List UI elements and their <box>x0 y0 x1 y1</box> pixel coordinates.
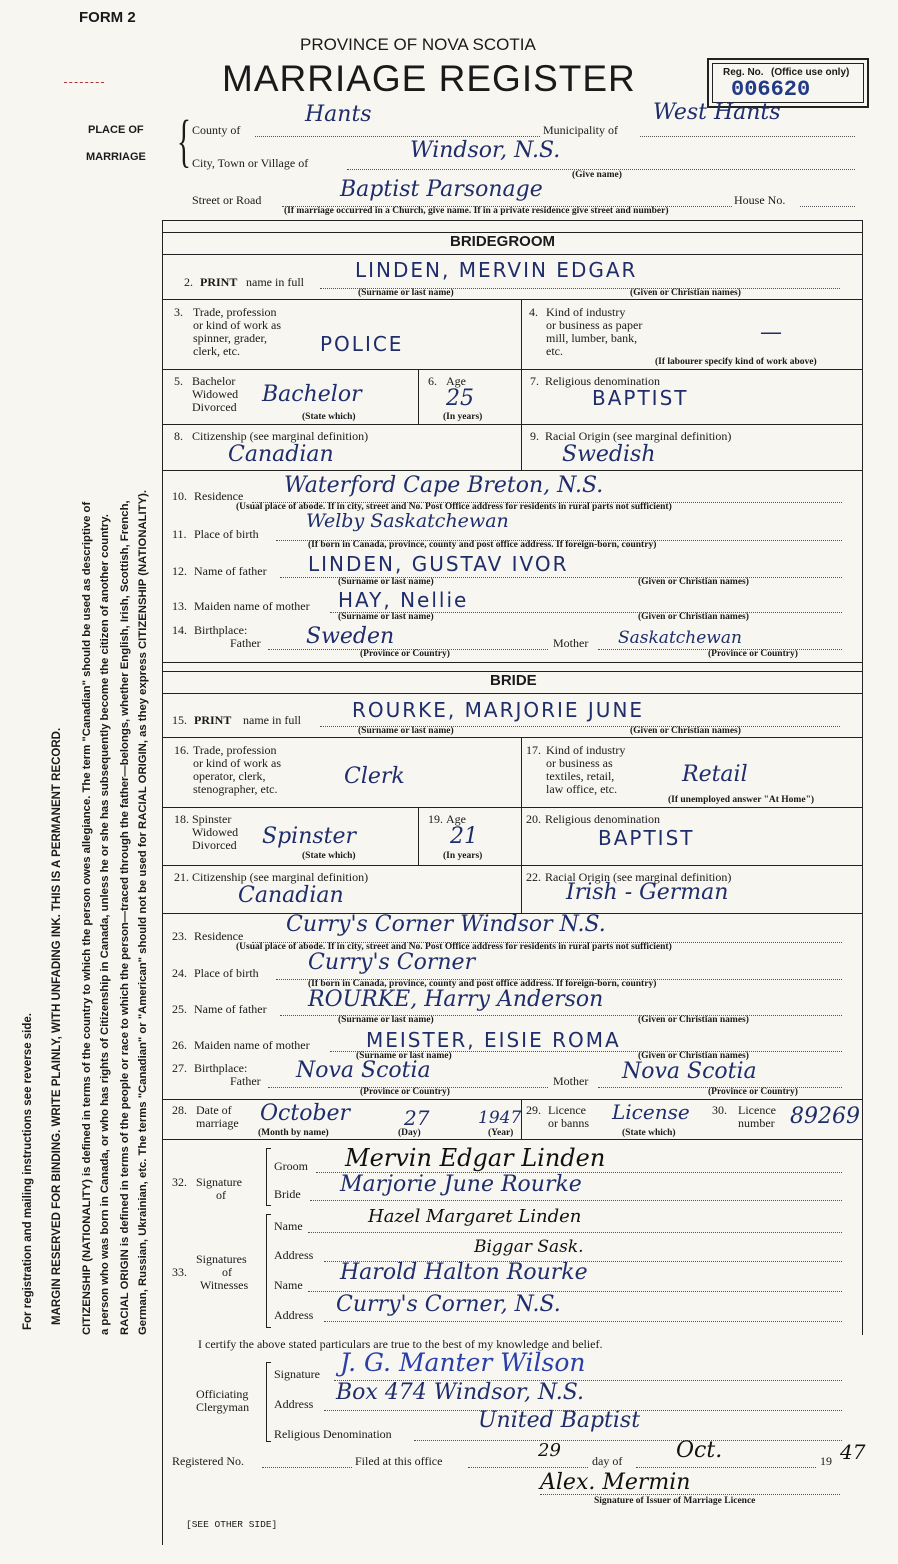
witness-label: of <box>222 1265 232 1279</box>
industry-label: or business as <box>546 756 613 770</box>
trade-label: or kind of work as <box>193 318 281 332</box>
filed-label: Filed at this office <box>355 1454 443 1468</box>
province-hint: (Province or Country) <box>708 649 798 659</box>
place-label-1: PLACE OF <box>88 124 144 136</box>
licence-type: License <box>612 1100 690 1124</box>
bride-age: 21 <box>450 824 478 849</box>
margin-line-1: For registration and mailing instructions see reverse side. <box>22 1013 34 1330</box>
sig-brace-2 <box>266 1214 271 1328</box>
surname-hint: (Surname or last name) <box>358 726 454 736</box>
clergy-address: Box 474 Windsor, N.S. <box>336 1380 585 1405</box>
witness-label: Signatures <box>196 1252 247 1266</box>
groom-mother-birthplace: Saskatchewan <box>618 628 742 648</box>
print-label: PRINT <box>194 713 232 727</box>
industry-label: law office, etc. <box>546 782 618 796</box>
witness2-name-label: Name <box>274 1278 303 1292</box>
bride-sig-label: Bride <box>274 1187 301 1201</box>
certify-text: I certify the above stated particulars are true to the best of my knowledge and belief. <box>198 1337 603 1351</box>
stamp-mark <box>64 82 104 83</box>
clergy-signature: J. G. Manter Wilson <box>340 1348 586 1377</box>
given-hint: (Given or Christian names) <box>630 288 741 298</box>
date-label: Date of <box>196 1103 232 1117</box>
margin-line-3: CITIZENSHIP (NATIONALITY) is defined in terms of the country to which the person owes allegiance. The term "Canadian" should be used as descriptive of <box>81 501 93 1335</box>
status-label: Widowed <box>192 825 239 839</box>
bride-status: Spinster <box>262 824 357 849</box>
birthplace-hint: (If born in Canada, province, county and post office address. If foreign-born, country) <box>308 540 657 550</box>
given-hint: (Given or Christian names) <box>638 1051 749 1061</box>
field-number: 14. <box>172 623 187 637</box>
trade-label: spinner, grader, <box>193 331 268 345</box>
reg-number: 006620 <box>731 77 811 102</box>
day-of-label: day of <box>592 1454 623 1468</box>
field-number: 26. <box>172 1038 187 1052</box>
field-number: 32. <box>172 1175 187 1189</box>
field-number: 27. <box>172 1061 187 1075</box>
surname-hint: (Surname or last name) <box>338 612 434 622</box>
industry-hint: (If labourer specify kind of work above) <box>655 357 817 367</box>
clergy-denomination: United Baptist <box>478 1408 641 1433</box>
father-label: Name of father <box>194 564 267 578</box>
field-number: 17. <box>526 743 541 757</box>
state-which-hint: (State which) <box>302 851 356 861</box>
marriage-day: 27 <box>404 1106 430 1130</box>
filed-month: Oct. <box>676 1438 723 1463</box>
origin-label: Racial Origin (see marginal definition) <box>545 870 732 884</box>
mother-label: Maiden name of mother <box>194 1038 310 1052</box>
witness1-address-label: Address <box>274 1248 314 1262</box>
citizenship-label: Citizenship (see marginal definition) <box>192 429 369 443</box>
signature-label: of <box>216 1188 226 1202</box>
place-label-2: MARRIAGE <box>86 151 146 163</box>
county-value: Hants <box>305 102 372 127</box>
groom-birthplace: Welby Saskatchewan <box>306 510 509 532</box>
field-number: 5. <box>174 374 183 388</box>
witness2-address: Curry's Corner, N.S. <box>336 1292 561 1317</box>
age-label: Age <box>446 374 466 388</box>
marriage-month: October <box>260 1101 351 1126</box>
given-hint: (Given or Christian names) <box>638 612 749 622</box>
bride-religion: BAPTIST <box>598 826 695 850</box>
bride-residence: Curry's Corner Windsor N.S. <box>286 912 606 937</box>
field-number: 8. <box>174 429 183 443</box>
birthplace-label: Place of birth <box>194 966 259 980</box>
groom-status: Bachelor <box>262 382 362 407</box>
bride-industry: Retail <box>682 762 748 787</box>
form-label: FORM 2 <box>79 9 136 26</box>
field-number: 3. <box>174 305 183 319</box>
page-title: MARRIAGE REGISTER <box>222 58 636 99</box>
industry-label: textiles, retail, <box>546 769 615 783</box>
groom-residence: Waterford Cape Breton, N.S. <box>284 473 604 498</box>
groom-sig-label: Groom <box>274 1159 308 1173</box>
bride-birthplace: Curry's Corner <box>308 950 476 975</box>
day-hint: (Day) <box>398 1128 421 1138</box>
birthplace-parents-label: Birthplace: <box>194 623 248 637</box>
residence-hint: (Usual place of abode. If in city, street and No. Post Office address for residents in rural parts not sufficient) <box>236 502 672 512</box>
birthplace-parents-label: Birthplace: <box>194 1061 248 1075</box>
bride-citizenship: Canadian <box>238 883 344 908</box>
given-hint: (Given or Christian names) <box>630 726 741 736</box>
witness2-address-label: Address <box>274 1308 314 1322</box>
province-hint: (Province or Country) <box>708 1087 798 1097</box>
field-number: 24. <box>172 966 187 980</box>
status-label: Widowed <box>192 387 239 401</box>
birthplace-hint: (If born in Canada, province, county and post office address. If foreign-born, country) <box>308 979 657 989</box>
surname-hint: (Surname or last name) <box>358 288 454 298</box>
status-label: Spinster <box>192 812 232 826</box>
margin-line-2: MARGIN RESERVED FOR BINDING. WRITE PLAINLY, WITH UNFADING INK. THIS IS A PERMANENT RECORD. <box>51 727 63 1325</box>
status-label: Divorced <box>192 838 237 852</box>
bride-origin: Irish - German <box>566 880 729 905</box>
bride-trade: Clerk <box>344 764 405 789</box>
clergy-signature-label: Signature <box>274 1367 320 1381</box>
field-number: 7. <box>530 374 539 388</box>
witness1-name-label: Name <box>274 1219 303 1233</box>
issuer-label: Signature of Issuer of Marriage Licence <box>594 1496 756 1506</box>
groom-signature: Mervin Edgar Linden <box>345 1144 606 1172</box>
date-label: marriage <box>196 1116 239 1130</box>
month-hint: (Month by name) <box>258 1128 329 1138</box>
field-number: 12. <box>172 564 187 578</box>
licence-number-label: number <box>738 1116 775 1130</box>
municipality-value: West Hants <box>653 100 781 125</box>
clergy-denomination-label: Religious Denomination <box>274 1427 392 1441</box>
field-number: 23. <box>172 929 187 943</box>
surname-hint: (Surname or last name) <box>338 1015 434 1025</box>
witness1-name: Hazel Margaret Linden <box>368 1206 582 1227</box>
trade-label: operator, clerk, <box>193 769 266 783</box>
field-number: 18. <box>174 812 189 826</box>
field-number: 13. <box>172 599 187 613</box>
issuer-signature: Alex. Mermin <box>540 1470 691 1495</box>
trade-label: or kind of work as <box>193 756 281 770</box>
industry-label: etc. <box>546 344 563 358</box>
field-number: 2. <box>184 275 193 289</box>
field-number: 20. <box>526 812 541 826</box>
mother-label: Maiden name of mother <box>194 599 310 613</box>
status-label: Divorced <box>192 400 237 414</box>
bridegroom-heading: BRIDEGROOM <box>450 233 555 250</box>
bride-mother: MEISTER, EISIE ROMA <box>366 1028 621 1052</box>
residence-hint: (Usual place of abode. If in city, street and No. Post Office address for residents in rural parts not sufficient) <box>236 942 672 952</box>
field-number: 25. <box>172 1002 187 1016</box>
state-which-hint: (State which) <box>622 1128 676 1138</box>
registered-no-label: Registered No. <box>172 1454 244 1468</box>
field-number: 33. <box>172 1265 187 1279</box>
witness1-address: Biggar Sask. <box>474 1237 584 1257</box>
given-hint: (Given or Christian names) <box>638 1015 749 1025</box>
residence-label: Residence <box>194 929 244 943</box>
in-years-hint: (In years) <box>443 412 483 422</box>
field-number: 10. <box>172 489 187 503</box>
give-name-hint: (Give name) <box>572 170 622 180</box>
filed-day: 29 <box>538 1440 561 1461</box>
groom-father-birthplace: Sweden <box>306 624 395 649</box>
groom-trade: POLICE <box>320 332 404 356</box>
field-number: 11. <box>172 527 187 541</box>
field-number: 4. <box>529 305 538 319</box>
year-hint: (Year) <box>488 1128 514 1138</box>
signature-label: Signature <box>196 1175 242 1189</box>
religion-label: Religious denomination <box>545 374 660 388</box>
trade-label: clerk, etc. <box>193 344 240 358</box>
age-label: Age <box>446 812 466 826</box>
groom-father: LINDEN, GUSTAV IVOR <box>308 552 569 576</box>
city-label: City, Town or Village of <box>192 156 309 170</box>
father-bp-label: Father <box>230 636 261 650</box>
groom-mother: HAY, Nellie <box>338 588 469 612</box>
clergy-label: Clergyman <box>196 1400 250 1414</box>
field-number: 28. <box>172 1103 187 1117</box>
bride-name: ROURKE, MARJORIE JUNE <box>352 698 645 722</box>
municipality-label: Municipality of <box>543 123 618 137</box>
bride-father: ROURKE, Harry Anderson <box>308 987 604 1012</box>
bride-signature: Marjorie June Rourke <box>340 1172 582 1197</box>
groom-age: 25 <box>446 386 474 411</box>
industry-label: Kind of industry <box>546 305 626 319</box>
mother-bp-label: Mother <box>553 1074 589 1088</box>
industry-label: Kind of industry <box>546 743 626 757</box>
house-label: House No. <box>734 193 786 207</box>
street-value: Baptist Parsonage <box>340 177 543 202</box>
birthplace-label: Place of birth <box>194 527 259 541</box>
religion-label: Religious denomination <box>545 812 660 826</box>
year-prefix: 19 <box>820 1454 832 1468</box>
sig-brace-1 <box>266 1148 271 1206</box>
status-label: Bachelor <box>192 374 236 388</box>
name-in-full-label: name in full <box>243 713 301 727</box>
field-number: 30. <box>712 1103 727 1117</box>
groom-religion: BAPTIST <box>592 386 689 410</box>
marriage-year: 1947 <box>478 1108 522 1128</box>
city-value: Windsor, N.S. <box>410 138 561 163</box>
father-bp-label: Father <box>230 1074 261 1088</box>
margin-line-6: German, Russian, Ukrainian, etc. The terms "Canadian" or "American" should not be used for RACIAL ORIGIN, as they express CITIZENSHIP (NATIONALITY). <box>137 489 149 1335</box>
surname-hint: (Surname or last name) <box>338 577 434 587</box>
trade-label: stenographer, etc. <box>193 782 278 796</box>
field-number: 6. <box>428 374 437 388</box>
field-number: 21. <box>174 870 189 884</box>
witness-label: Witnesses <box>200 1278 249 1292</box>
licence-label: or banns <box>548 1116 589 1130</box>
street-hint: (If marriage occurred in a Church, give name. If in a private residence give street and number) <box>284 206 669 216</box>
field-number: 29. <box>526 1103 541 1117</box>
residence-label: Residence <box>194 489 244 503</box>
bride-heading: BRIDE <box>490 672 537 689</box>
origin-label: Racial Origin (see marginal definition) <box>545 429 732 443</box>
see-other-side: [SEE OTHER SIDE] <box>186 1519 278 1530</box>
industry-label: or business as paper <box>546 318 643 332</box>
given-hint: (Given or Christian names) <box>638 577 749 587</box>
print-label: PRINT <box>200 275 238 289</box>
groom-citizenship: Canadian <box>228 442 334 467</box>
province-title: PROVINCE OF NOVA SCOTIA <box>300 35 536 54</box>
filed-year: 47 <box>840 1440 866 1464</box>
witness2-name: Harold Halton Rourke <box>340 1260 588 1285</box>
surname-hint: (Surname or last name) <box>356 1051 452 1061</box>
margin-line-4: a person who was born in Canada, or who has rights of Citizenship in Canada, unless he or she has subsequently become the citizen of another country. <box>99 514 111 1335</box>
licence-number-label: Licence <box>738 1103 776 1117</box>
state-which-hint: (State which) <box>302 412 356 422</box>
clergy-label: Officiating <box>196 1387 249 1401</box>
citizenship-label: Citizenship (see marginal definition) <box>192 870 369 884</box>
field-number: 16. <box>174 743 189 757</box>
field-number: 15. <box>172 713 187 727</box>
bride-father-birthplace: Nova Scotia <box>296 1058 431 1083</box>
industry-label: mill, lumber, bank, <box>546 331 638 345</box>
groom-industry: — <box>760 320 782 345</box>
reg-label: Reg. No. <box>723 67 764 78</box>
place-brace: { <box>176 108 191 173</box>
groom-origin: Swedish <box>562 442 656 467</box>
county-label: County of <box>192 123 241 137</box>
province-hint: (Province or Country) <box>360 1087 450 1097</box>
name-in-full-label: name in full <box>246 275 304 289</box>
in-years-hint: (In years) <box>443 851 483 861</box>
trade-label: Trade, profession <box>193 305 277 319</box>
sig-brace-3 <box>266 1362 271 1442</box>
bride-mother-birthplace: Nova Scotia <box>622 1059 757 1084</box>
clergy-address-label: Address <box>274 1397 314 1411</box>
province-hint: (Province or Country) <box>360 649 450 659</box>
father-label: Name of father <box>194 1002 267 1016</box>
trade-label: Trade, profession <box>193 743 277 757</box>
office-use-label: (Office use only) <box>771 67 850 78</box>
mother-bp-label: Mother <box>553 636 589 650</box>
margin-line-5: RACIAL ORIGIN is defined in terms of the people or race to which the person—traced through the father—belongs, whether English, Irish, Scottish, French, <box>119 500 131 1335</box>
field-number: 9. <box>530 429 539 443</box>
industry-hint: (If unemployed answer "At Home") <box>668 795 815 805</box>
licence-number: 89269 <box>790 1104 860 1129</box>
licence-label: Licence <box>548 1103 586 1117</box>
field-number: 22. <box>526 870 541 884</box>
groom-name: LINDEN, MERVIN EDGAR <box>355 258 638 282</box>
street-label: Street or Road <box>192 193 262 207</box>
field-number: 19. <box>428 812 443 826</box>
